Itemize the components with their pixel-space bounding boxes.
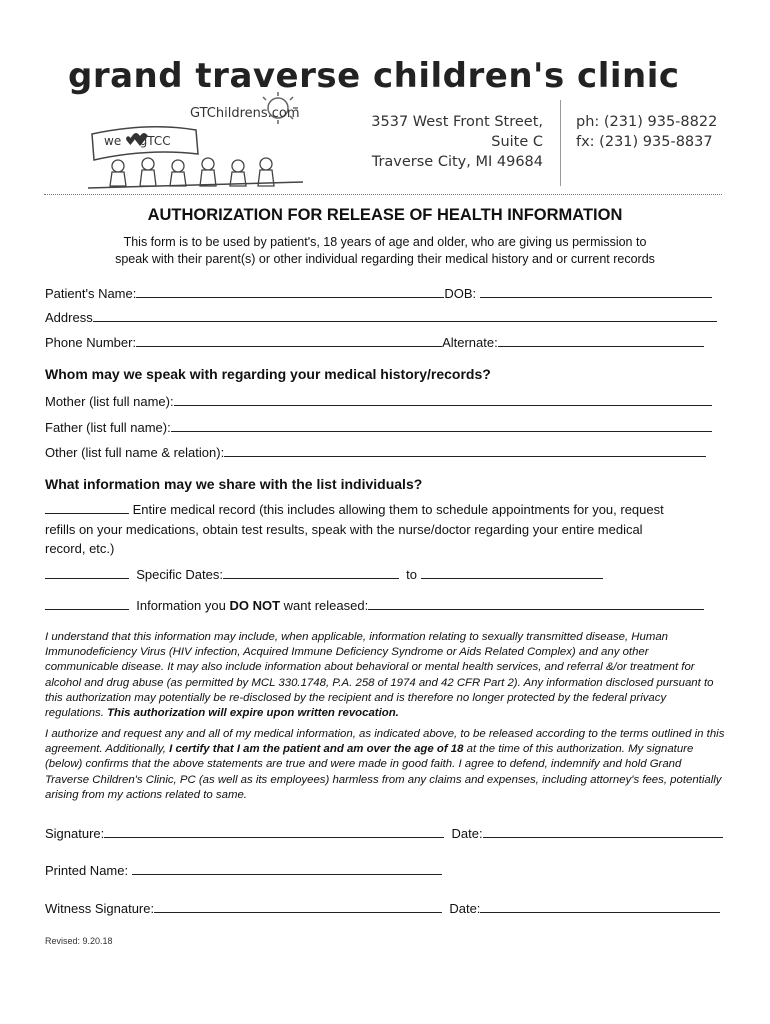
printed-name-row xyxy=(45,862,442,878)
specific-dates-to-field[interactable] xyxy=(421,566,603,579)
entire-record-line-3: record, etc.) xyxy=(45,541,115,556)
certification-statement: I certify that I am the patient and am over the age of 18 xyxy=(169,743,464,756)
printed-name-label: Printed Name: xyxy=(45,863,129,878)
authorization-text-a: I authorize and request any and all of my medical information, as indicated above, to be released according to the terms outlined in this agreement. Additionally, xyxy=(45,728,725,756)
specific-dates-checkline[interactable] xyxy=(45,566,129,579)
signature-date-field[interactable] xyxy=(483,825,723,838)
authorization-text-b: at the time of this authorization. My signature (below) confirms that the above statements are true and were made in good faith. I agree to defend, indemnify and hold Grand Traverse Children's Clinic, PC (as well as its employees) harmless from any claims and expenses, including attorney's fees, potentially arising from my actions related to same. xyxy=(45,743,722,801)
entire-record-line-2: refills on your medications, obtain test results, speak with the nurse/doctor regarding your entire medical xyxy=(45,521,643,537)
fax-number: fx: (231) 935-8837 xyxy=(576,134,713,150)
mother-row xyxy=(45,393,712,409)
father-row xyxy=(45,419,712,435)
website-label: GTChildrens.com xyxy=(190,106,300,121)
phone-number-label: Phone Number: xyxy=(45,335,137,350)
intro-line-1: This form is to be used by patient's, 18 years of age and older, who are giving us permission to xyxy=(123,235,647,249)
revision-date: Revised: 9.20.18 xyxy=(45,936,113,946)
disclosure-statement xyxy=(45,630,725,721)
other-label: Other (list full name & relation): xyxy=(45,445,225,460)
entire-record-line-1: Entire medical record (this includes allowing them to schedule appointments for you, request xyxy=(132,502,664,517)
form-intro xyxy=(60,234,710,268)
witness-row xyxy=(45,900,720,916)
do-not-emphasis: DO NOT xyxy=(229,598,281,613)
intro-line-2: speak with their parent(s) or other individual regarding their medical history and or current records xyxy=(115,252,655,266)
form-title: AUTHORIZATION FOR RELEASE OF HEALTH INFORMATION xyxy=(147,206,623,224)
address-line-1: 3537 West Front Street, Suite C xyxy=(371,114,543,150)
phone-number: ph: (231) 935-8822 xyxy=(576,114,718,130)
disclosure-text: I understand that this information may include, when applicable, information relating to sexually transmitted disease, Human Immunodeficiency Virus (HIV infection, Acquired Immune Deficiency Syndrome or Aids Related Complex) and any other communicable disease. It may also include information about behavioral or mental health services, and referral &/or treatment for alcohol and drug abuse (as permitted by MCL 330.1748, P.A. 258 of 1974 and 42 CFR Part 2). Any information disclosed pursuant to this authorization may potentially be re-disclosed by the recipient and is therefore no longer protected by the federal privacy regulations. xyxy=(45,631,714,720)
signature-date-label: Date: xyxy=(451,826,483,841)
other-row xyxy=(45,444,706,460)
address-field[interactable] xyxy=(93,309,717,322)
expiry-statement: This authorization will expire upon written revocation. xyxy=(107,707,399,720)
not-released-field[interactable] xyxy=(368,597,704,610)
dob-field[interactable] xyxy=(480,285,712,298)
authorization-statement xyxy=(45,727,725,803)
phone-number-field[interactable] xyxy=(136,334,442,347)
printed-name-field[interactable] xyxy=(132,862,442,875)
share-heading: What information may we share with the list individuals? xyxy=(45,476,423,492)
specific-dates-label: Specific Dates: xyxy=(136,567,223,582)
father-field[interactable] xyxy=(171,419,712,432)
entire-record-option xyxy=(45,500,725,559)
clinic-address xyxy=(338,112,543,172)
specific-dates-row xyxy=(45,566,603,582)
specific-dates-from-field[interactable] xyxy=(223,566,399,579)
phone-row xyxy=(45,334,704,350)
alternate-field[interactable] xyxy=(498,334,704,347)
header-rule xyxy=(44,194,722,195)
signature-field[interactable] xyxy=(104,825,444,838)
other-field[interactable] xyxy=(224,444,706,457)
address-label: Address xyxy=(45,310,93,325)
patient-name-field[interactable] xyxy=(136,285,444,298)
header-divider xyxy=(560,100,561,186)
clinic-brand-name: grand traverse children's clinic xyxy=(68,56,680,96)
witness-label: Witness Signature: xyxy=(45,901,155,916)
dob-label: DOB: xyxy=(444,286,477,301)
to-label: to xyxy=(406,567,418,582)
alternate-label: Alternate: xyxy=(442,335,498,350)
contacts-heading: Whom may we speak with regarding your medical history/records? xyxy=(45,366,491,382)
witness-date-label: Date: xyxy=(449,901,481,916)
mother-label: Mother (list full name): xyxy=(45,394,174,409)
info-prefix: Information you xyxy=(136,598,230,613)
witness-date-field[interactable] xyxy=(480,900,720,913)
address-row xyxy=(45,309,717,325)
signature-label: Signature: xyxy=(45,826,105,841)
banner-text: we ♥ gTCC xyxy=(104,134,171,148)
patient-name-label: Patient's Name: xyxy=(45,286,137,301)
mother-field[interactable] xyxy=(174,393,712,406)
patient-name-row xyxy=(45,285,712,301)
address-line-2: Traverse City, MI 49684 xyxy=(371,154,543,170)
not-released-row xyxy=(45,597,704,613)
entire-record-checkline[interactable] xyxy=(45,501,129,514)
not-released-checkline[interactable] xyxy=(45,597,129,610)
clinic-contact xyxy=(576,112,717,152)
signature-row xyxy=(45,825,723,841)
father-label: Father (list full name): xyxy=(45,420,171,435)
witness-field[interactable] xyxy=(154,900,442,913)
info-suffix: want released: xyxy=(280,598,369,613)
